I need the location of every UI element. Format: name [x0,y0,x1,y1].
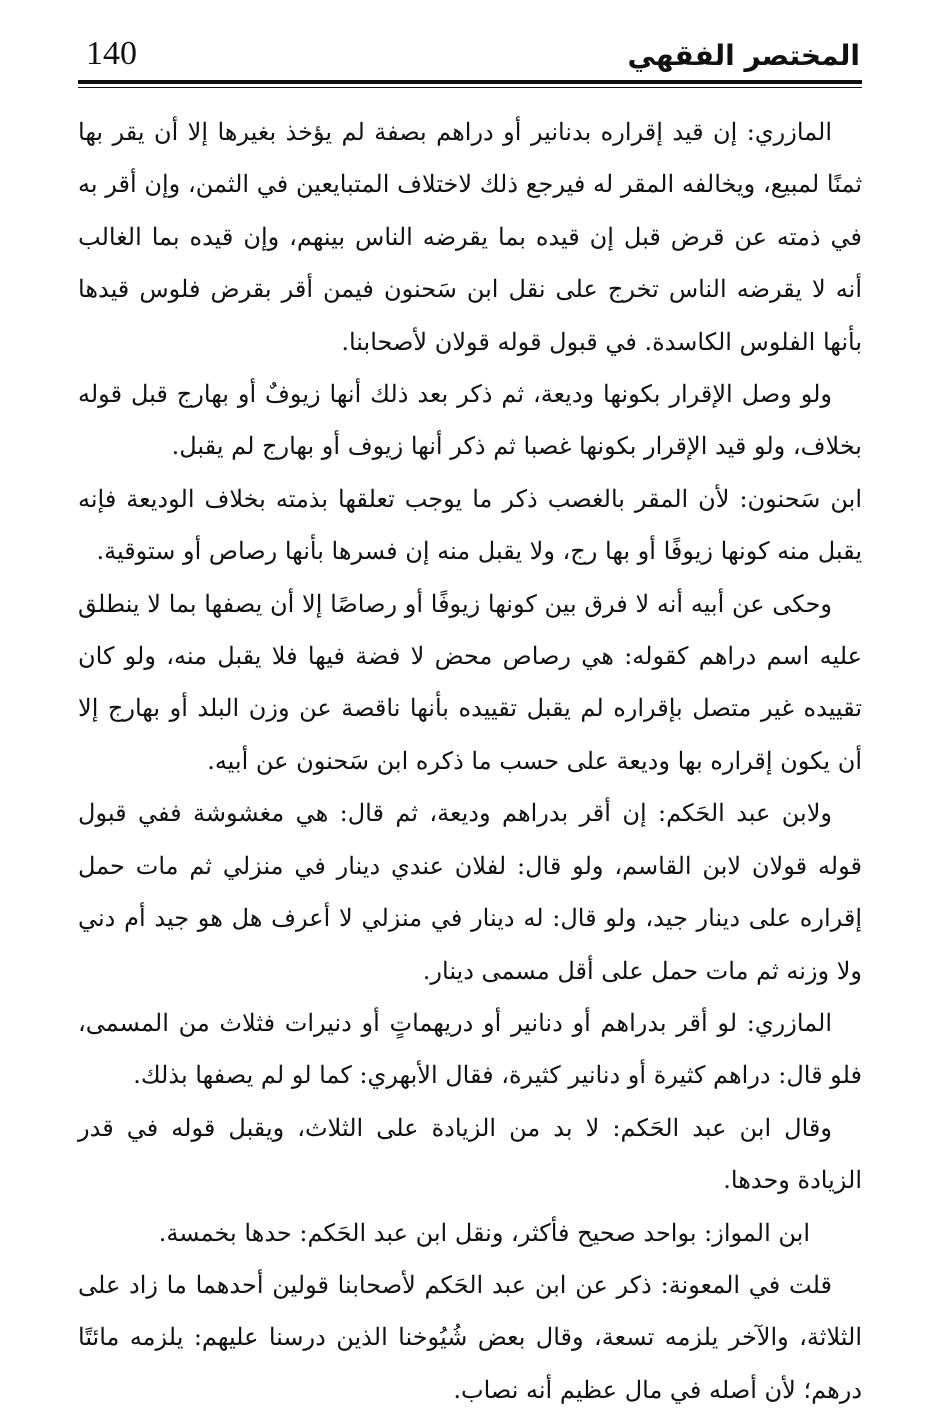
header-rule-thick [78,80,862,84]
running-title: المختصر الفقهي [627,39,860,72]
book-page [78,30,862,1404]
header-rule-thin [78,87,862,88]
page-header [78,30,862,86]
paragraph: قلت في المعونة: ذكر عن ابن عبد الحَكم لأصحابنا قولين أحدهما ما زاد على الثلاثة، والآخر يلزمه تسعة، وقال بعض شُيُوخنا الذين درسنا عليهم: يلزمه مائتًا درهم؛ لأن أصله في مال عظيم أنه نصاب. [78,1270,862,1404]
paragraph: ولو وصل الإقرار بكونها وديعة، ثم ذكر بعد ذلك أنها زيوفٌ أو بهارج قبل قوله بخلاف، ولو قيد الإقرار بكونها غصبا ثم ذكر أنها زيوف أو بهارج لم يقبل. [78,380,862,461]
body-text [78,106,862,1416]
paragraph: ابن سَحنون: لأن المقر بالغصب ذكر ما يوجب تعلقها بذمته بخلاف الوديعة فإنه يقبل منه كونها زيوفًا أو بها رج، ولا يقبل منه إن فسرها بأنها رصاص أو ستوقية. [78,484,862,566]
page-number: 140 [86,35,137,72]
paragraph: ولابن عبد الحَكم: إن أقر بدراهم وديعة، ثم قال: هي مغشوشة ففي قبول قوله قولان لابن القاسم، ولو قال: لفلان عندي دينار في منزلي ثم مات حمل إقراره على دينار جيد، ولو قال: له دينار في منزلي لا أعرف هل هو جيد أم دني ولا وزنه ثم مات حمل على أقل مسمى دينار. [78,799,862,985]
paragraph: وحكى عن أبيه أنه لا فرق بين كونها زيوفًا أو رصاصًا إلا أن يصفها بما لا ينطلق عليه اسم دراهم كقوله: هي رصاص محض لا فضة فيها فلا يقبل منه، ولو كان تقييده غير متصل بإقراره لم يقبل تقييده بأنها ناقصة عن وزن البلد أو بهارج إلا أن يكون إقراره بها وديعة على حسب ما ذكره ابن سَحنون عن أبيه. [78,589,862,775]
paragraph: المازري: لو أقر بدراهم أو دنانير أو دريهماتٍ أو دنيرات فثلاث من المسمى، فلو قال: دراهم كثيرة أو دنانير كثيرة، فقال الأبهري: كما لو لم يصفها بذلك. [78,1008,862,1090]
paragraph: وقال ابن عبد الحَكم: لا بد من الزيادة على الثلاث، ويقبل قوله في قدر الزيادة وحدها. [78,1113,862,1195]
paragraph: ابن المواز: بواحد صحيح فأكثر، ونقل ابن عبد الحَكم: حدها بخمسة. [158,1218,810,1247]
paragraph: المازري: إن قيد إقراره بدنانير أو دراهم بصفة لم يؤخذ بغيرها إلا أن يقر بها ثمنًا لمبيع، ويخالفه المقر له فيرجع ذلك لاختلاف المتبايعين في الثمن، وإن أقر به في ذمته عن قرض قبل إن قيده بما يقرضه الناس بينهم، وإن قيده بما الغالب أنه لا يقرضه الناس تخرج على نقل ابن سَحنون فيمن أقر بقرض فلوس قيدها بأنها الفلوس الكاسدة. في قبول قوله قولان لأصحابنا. [78,118,862,356]
